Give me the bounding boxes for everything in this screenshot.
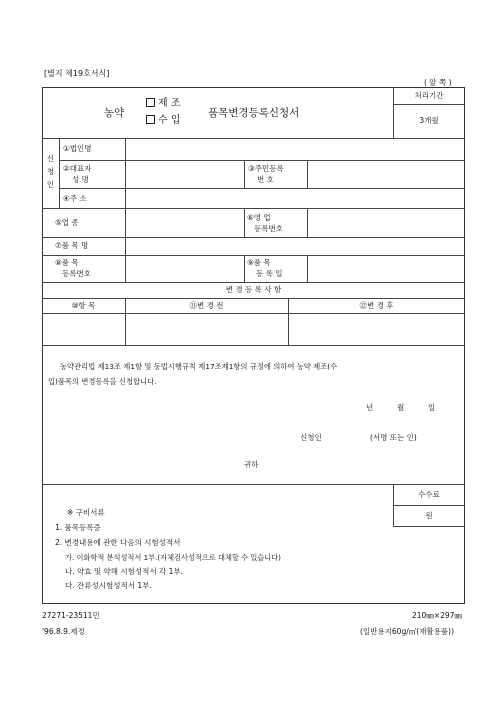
- rep-name-label-1: ②대표자: [63, 164, 92, 173]
- attachment-item-2: 2. 변경내용에 관한 다음의 시험성적서: [55, 538, 181, 547]
- title-prefix: 농약: [104, 107, 125, 119]
- addressee-label: 귀하: [244, 460, 259, 469]
- line-applicant-label-right: [59, 138, 60, 208]
- fee-unit: 원: [425, 511, 433, 520]
- line-mid-col-left-2: [244, 208, 245, 237]
- attachments-heading: ※ 구비서류: [67, 508, 105, 517]
- business-type-label: ⑤업 종: [55, 218, 79, 227]
- page-side-label: ( 앞 쪽 ): [424, 78, 452, 87]
- signature-label: (서명 또는 인): [370, 433, 417, 442]
- changes-col-before: ⑪변 경 전: [189, 301, 224, 310]
- biz-reg-label-2: 등록번호: [254, 224, 283, 233]
- line-title-bottom: [42, 138, 465, 139]
- resident-no-label-2: 번 호: [257, 175, 274, 184]
- applicant-label-2: 청: [46, 167, 55, 176]
- option-manufacture[interactable]: [146, 98, 181, 109]
- changes-col-after: ⑫변 경 후: [359, 301, 394, 310]
- line-changes-body-bottom: [42, 345, 465, 346]
- date-year: 년: [366, 403, 374, 412]
- attachment-item-2a: 가. 이화학적 분석성적서 1부.(자체검사성적으로 대체할 수 있습니다): [65, 553, 281, 562]
- line-processing-split: [393, 104, 465, 105]
- line-mid-col-left-3: [244, 255, 245, 282]
- resident-no-label-1: ③주민등록: [248, 164, 284, 173]
- form-number: [별지 제19호서식]: [44, 69, 110, 78]
- product-reg-date-label-1: ⑨품 목: [247, 258, 271, 267]
- option-manufacture-label: 제 조: [158, 98, 181, 109]
- line-statement-bottom: [42, 484, 465, 485]
- fee-label: 수수료: [418, 490, 440, 499]
- line-changes-section-bottom: [42, 298, 465, 299]
- footer-code: 27271-23511민: [42, 611, 100, 620]
- line-rep-bottom: [59, 188, 465, 189]
- line-mid-col-right: [307, 160, 308, 188]
- footer-date: '96.8.9.제정: [42, 627, 85, 636]
- line-label-col-right: [125, 138, 126, 282]
- form-title: 품목변경등록신청서: [208, 107, 300, 119]
- changes-col-item: ⑩항 목: [71, 301, 96, 310]
- applicant-label-1: 신: [46, 154, 55, 163]
- attachment-item-1: 1. 품목등록증: [55, 523, 101, 532]
- product-name-label: ⑦품 목 명: [55, 241, 89, 250]
- line-fee-bottom: [393, 526, 465, 527]
- line-changes-header-bottom: [42, 313, 465, 314]
- line-product-reg-bottom: [42, 282, 465, 283]
- line-mid-col-right-3: [307, 255, 308, 282]
- product-reg-date-label-2: 등 록 일: [256, 269, 283, 278]
- option-import[interactable]: [146, 115, 181, 126]
- attachment-item-2c: 다. 잔류성시험성적서 1부.: [65, 581, 152, 590]
- processing-period-value: 3개월: [419, 116, 439, 125]
- line-corp-bottom: [59, 160, 465, 161]
- product-reg-no-label-1: ⑧품 목: [55, 258, 79, 267]
- processing-period-label: 처리기간: [414, 91, 444, 100]
- option-import-label: 수 입: [158, 115, 181, 126]
- line-mid-col-right-2: [307, 208, 308, 237]
- statement-line-2: 입)품목의 변경등록을 신청합니다.: [48, 377, 157, 386]
- line-business-bottom: [42, 237, 465, 238]
- product-reg-no-label-2: 등록번호: [62, 269, 91, 278]
- applicant-label-3: 인: [46, 180, 55, 189]
- footer-paper-size: 210㎜×297㎜: [412, 611, 462, 620]
- statement-line-1: 농약관리법 제13조 제1항 및 동법시행규칙 제17조제1항의 규정에 의하여 농약 제조(수: [60, 362, 338, 371]
- biz-reg-label-1: ⑥영 업: [247, 213, 271, 222]
- address-label: ④주 소: [63, 194, 87, 203]
- date-day: 일: [428, 403, 436, 412]
- line-mid-col-left: [244, 160, 245, 188]
- import-checkbox[interactable]: [146, 115, 155, 124]
- manufacture-checkbox[interactable]: [146, 98, 155, 107]
- date-month: 월: [397, 403, 405, 412]
- line-fee-split: [393, 505, 465, 506]
- changes-section-title: 변 경 등 록 사 항: [225, 285, 282, 294]
- attachment-item-2b: 나. 약효 및 약해 시험성적서 각 1부.: [65, 567, 184, 576]
- corp-name-label: ①법인명: [63, 144, 92, 153]
- line-address-bottom: [42, 208, 465, 209]
- rep-name-label-2: 성 명: [72, 175, 89, 184]
- line-product-name-bottom: [42, 255, 465, 256]
- applicant-sign-label: 신청인: [300, 433, 322, 442]
- footer-paper-spec: (일반용지60g/㎡(재활용품)): [360, 627, 454, 636]
